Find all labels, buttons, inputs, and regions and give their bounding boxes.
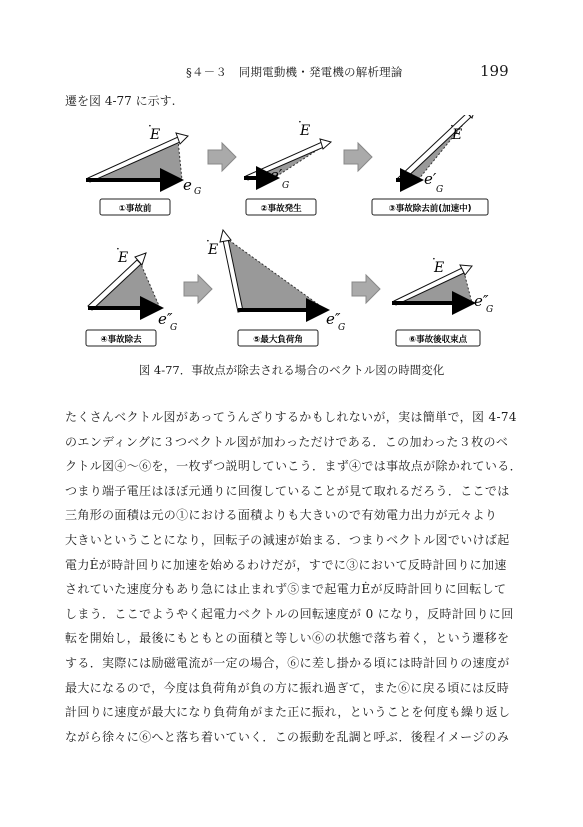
panel-6-e-label: e″ bbox=[474, 292, 489, 310]
body-line: 三角形の面積は元の①における面積よりも大きいので有効電力出力が元々より bbox=[65, 508, 498, 523]
svg-text:·: · bbox=[148, 119, 152, 133]
panel-2-vector-diagram bbox=[244, 115, 331, 215]
panel-3-E-label: E bbox=[452, 127, 463, 143]
panel-1-vector-diagram bbox=[86, 119, 201, 215]
body-line: ながら徐々に⑥へと落ち着いていく．この振動を乱調と呼ぶ．後程イメージのみ bbox=[65, 729, 510, 744]
panel-6-E-label: E bbox=[434, 260, 445, 276]
panel-5-e-sub: G bbox=[338, 323, 346, 333]
panel-2-label: ②事故発生 bbox=[260, 204, 302, 214]
body-line: つまり端子電圧はほぼ元通りに回復していることが見て取れるだろう．ここでは bbox=[65, 483, 510, 498]
panel-6-label: ⑥事故後収束点 bbox=[408, 335, 468, 345]
panel-1-e-label: e bbox=[183, 176, 192, 194]
figure-caption: 図 4-77．事故点が除去される場合のベクトル図の時間変化 bbox=[138, 363, 445, 377]
intro-text: 遷を図 4-77 に示す. bbox=[65, 94, 176, 108]
panel-6-e-sub: G bbox=[486, 305, 494, 315]
panel-4-e-label: e″ bbox=[158, 310, 173, 328]
panel-3-vector-diagram bbox=[372, 115, 488, 215]
body-line: 電力Ėが時計回りに加速を始めるわけだが，すでに③において反時計回りに加速 bbox=[65, 557, 507, 572]
body-line: クトル図④～⑥を，一枚ずつ説明していこう．まず④では事故点が除かれている． bbox=[65, 459, 522, 474]
panel-2-E-vector bbox=[246, 142, 324, 180]
page-header bbox=[0, 62, 583, 82]
panel-6-vector-diagram bbox=[392, 252, 493, 346]
panel-3-label: ③事故除去前(加速中) bbox=[388, 204, 472, 214]
panel-4-label: ④事故除去 bbox=[100, 335, 142, 345]
panel-2-e-label: e′ bbox=[270, 166, 283, 184]
svg-text:·: · bbox=[432, 252, 436, 266]
panel-3-e-sub: G bbox=[436, 185, 444, 195]
flow-arrow-2 bbox=[344, 143, 372, 171]
body-line: 大きいということになり，回転子の減速が始まる．つまりベクトル図でいけば起 bbox=[65, 532, 510, 547]
vector-diagram-figure bbox=[0, 115, 583, 365]
page-number: 199 bbox=[480, 62, 509, 80]
panel-3-e-label: e′ bbox=[424, 170, 437, 188]
panel-2-e-sub: G bbox=[282, 181, 290, 191]
body-line: しまう．ここでようやく起電力ベクトルの回転速度が 0 になり，反時計回りに回 bbox=[65, 606, 514, 621]
section-title: §４－３ 同期電動機・発電機の解析理論 bbox=[186, 65, 403, 79]
flow-arrow-1 bbox=[208, 143, 236, 171]
body-line: 転を開始し，最後にもともとの面積と等しい⑥の状態で落ち着く，という遷移を bbox=[65, 631, 510, 646]
panel-1-E-label: E bbox=[150, 127, 161, 143]
body-line: 最大になるので，今度は負荷角が負の方に振れ過ぎて，また⑥に戻る頃には反時 bbox=[65, 680, 510, 695]
body-line: たくさんベクトル図があってうんざりするかもしれないが，実は簡単で，図 4-74 bbox=[65, 410, 517, 424]
svg-text:·: · bbox=[206, 234, 210, 248]
svg-text:·: · bbox=[298, 115, 302, 129]
flow-arrow-4 bbox=[352, 275, 380, 303]
body-line: 計回りに速度が最大になり負荷角がまた正に振れ，ということを何度も繰り返し bbox=[65, 705, 511, 720]
panel-4-e-sub: G bbox=[170, 323, 178, 333]
panel-5-e-label: e″ bbox=[326, 310, 341, 328]
svg-text:·: · bbox=[116, 242, 120, 256]
svg-text:·: · bbox=[450, 119, 454, 133]
panel-5-E-label: E bbox=[208, 242, 219, 258]
panel-1-label: ①事故前 bbox=[118, 204, 152, 214]
body-line: する．実際には励磁電流が一定の場合，⑥に差し掛かる頃には時計回りの速度が bbox=[65, 655, 510, 670]
panel-5-label: ⑤最大負荷角 bbox=[253, 335, 303, 345]
panel-2-E-label: E bbox=[300, 123, 311, 139]
body-line: されていた速度分もあり急には止まれず⑤まで起電力Ėが反時計回りに回転して bbox=[65, 582, 507, 597]
panel-5-vector-diagram bbox=[206, 230, 345, 346]
panel-1-e-sub: G bbox=[194, 187, 202, 197]
flow-arrow-3 bbox=[184, 275, 212, 303]
body-paragraph bbox=[65, 405, 525, 749]
panel-4-E-label: E bbox=[118, 250, 129, 266]
panel-4-vector-diagram bbox=[86, 242, 177, 346]
body-line: のエンディングに３つベクトル図が加わっただけである．この加わった３枚のベ bbox=[65, 434, 509, 449]
